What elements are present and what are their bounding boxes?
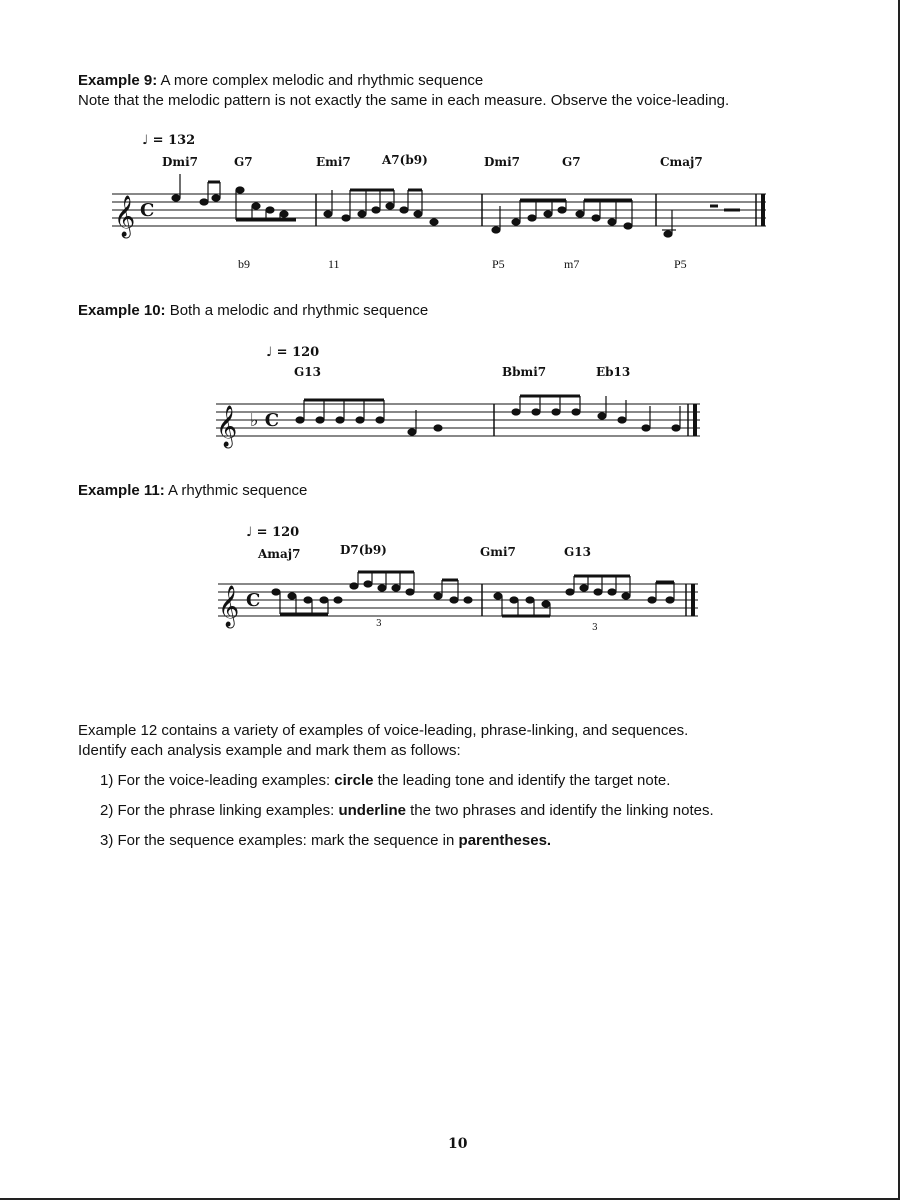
instruction-2-text: 2) For the phrase linking examples: [100, 802, 339, 819]
example-9-score [100, 128, 780, 278]
interval-annotation: b9 [238, 257, 250, 271]
instruction-2-keyword: underline [338, 802, 406, 819]
example-11-heading [78, 482, 307, 499]
chord-symbol: Dmi7 [484, 155, 521, 169]
chord-symbol: Eb13 [596, 365, 631, 379]
treble-clef: 𝄞 [216, 406, 238, 447]
tuplet-number: 3 [592, 623, 598, 633]
instruction-item-2 [100, 802, 714, 819]
tuplet-number: 3 [376, 619, 382, 629]
time-signature: C [246, 590, 261, 611]
instruction-item-3 [100, 832, 551, 849]
chord-symbol: G7 [234, 155, 253, 169]
chord-symbol: A7(b9) [382, 153, 428, 167]
example-9-label: Example 9: [78, 72, 158, 89]
notes [172, 174, 740, 237]
chord-symbol: Emi7 [316, 155, 351, 169]
example-11-label: Example 11: [78, 482, 165, 499]
example-10-heading [78, 302, 428, 319]
staff-lines [112, 194, 766, 226]
example-10-title: Both a melodic and rhythmic sequence [165, 302, 429, 319]
instructions-intro-line-1: Example 12 contains a variety of examples of voice-leading, phrase-linking, and sequences. [78, 722, 689, 739]
chord-symbol: Bbmi7 [502, 365, 547, 379]
example-10-score [210, 340, 710, 450]
chord-symbol: G13 [294, 365, 321, 379]
chord-symbol: Gmi7 [480, 545, 516, 559]
interval-annotation: 11 [328, 257, 340, 271]
instruction-1-keyword: circle [334, 772, 374, 789]
time-signature: ♭ C [250, 410, 280, 431]
time-signature: C [140, 200, 155, 221]
instruction-1-text: 1) For the voice-leading examples: [100, 772, 335, 789]
instruction-item-1 [100, 772, 670, 789]
instructions-intro-line-2: Identify each analysis example and mark them as follows: [78, 742, 461, 759]
tempo-marking: ♩ = 132 [142, 133, 196, 148]
chord-symbol: G7 [562, 155, 581, 169]
interval-annotation: m7 [564, 257, 580, 271]
instruction-3-keyword: parentheses. [458, 832, 552, 849]
page-number: 10 [448, 1136, 468, 1152]
chord-symbol: Cmaj7 [660, 155, 703, 169]
chord-symbol: D7(b9) [340, 543, 387, 557]
notes [296, 396, 680, 435]
instruction-3-text: 3) For the sequence examples: mark the sequence in [100, 832, 459, 849]
example-9-title: A more complex melodic and rhythmic sequence [157, 72, 484, 89]
example-10-label: Example 10: [78, 302, 166, 319]
notes [272, 572, 674, 616]
interval-annotation: P5 [674, 257, 687, 271]
tempo-marking: ♩ = 120 [266, 345, 320, 360]
chord-symbol: Dmi7 [162, 155, 199, 169]
interval-annotation: P5 [492, 257, 505, 271]
example-9-note: Note that the melodic pattern is not exactly the same in each measure. Observe the voice-leading. [78, 92, 730, 109]
staff-lines [216, 404, 700, 436]
example-11-title: A rhythmic sequence [164, 482, 308, 499]
chord-symbol: G13 [564, 545, 591, 559]
instruction-1-rest: the leading tone and identify the target note. [373, 772, 671, 789]
instruction-2-rest: the two phrases and identify the linking notes. [405, 802, 714, 819]
example-11-score [212, 520, 712, 640]
treble-clef: 𝄞 [218, 586, 240, 627]
tempo-marking: ♩ = 120 [246, 525, 300, 540]
example-9-heading [78, 72, 483, 89]
chord-symbol: Amaj7 [258, 547, 301, 561]
treble-clef: 𝄞 [114, 196, 136, 237]
